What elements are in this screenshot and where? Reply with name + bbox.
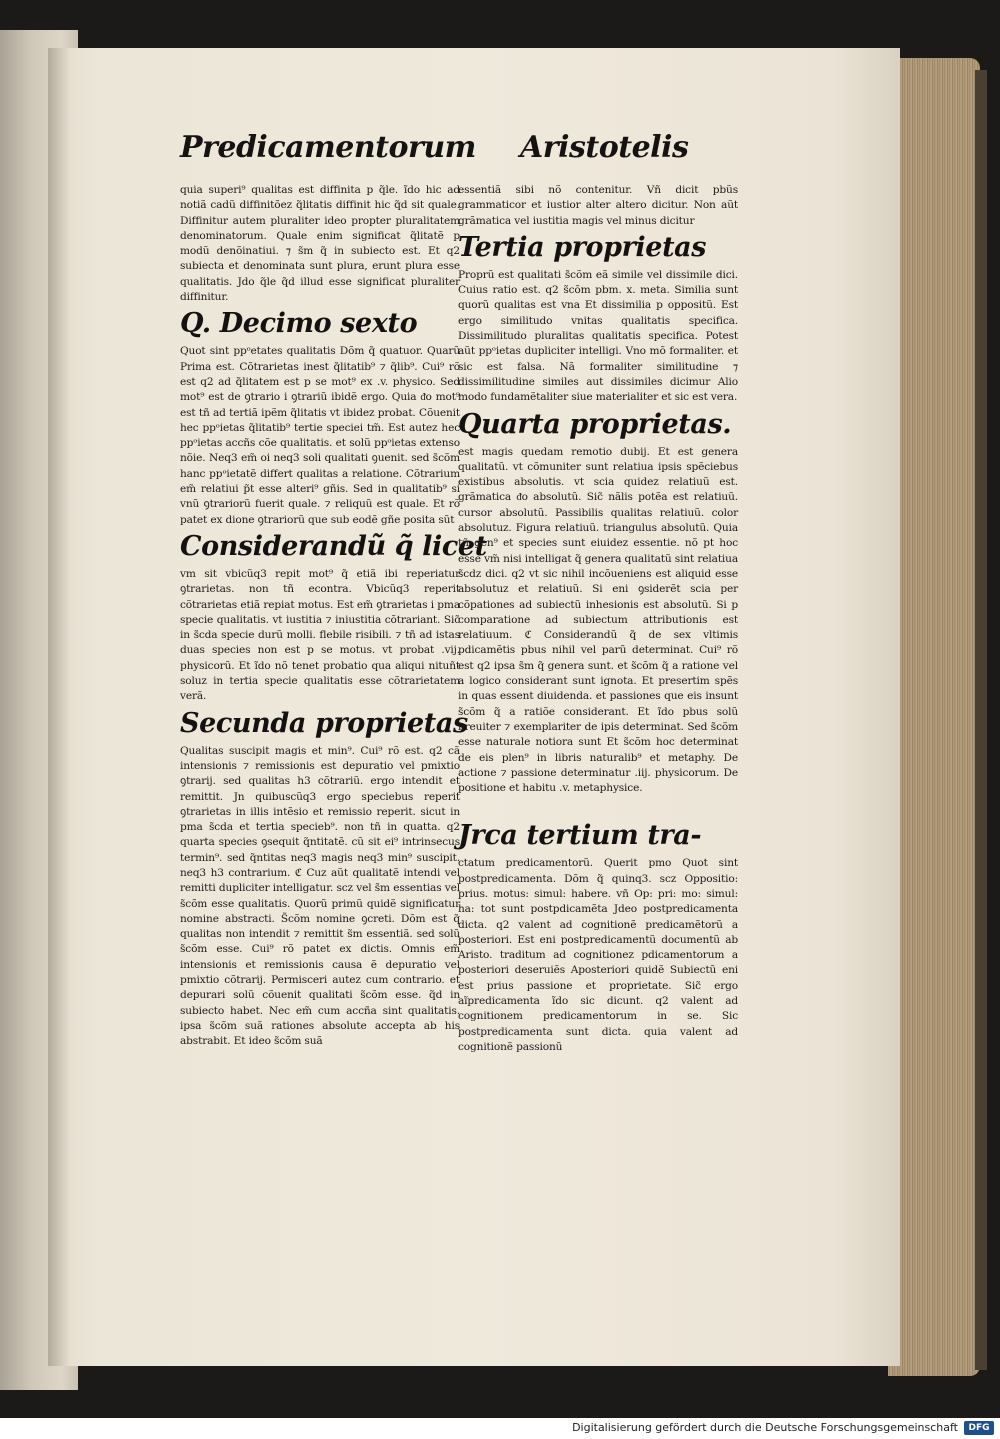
paragraph: quia superi⁹ qualitas est diffinita p q̃le. ĩdo hic ad notiã cadũ diffinitõez q̃litatis diffinit hic q̃d sit quale. Diffinitur autem pluraliter ideo propter pluralitatem denominatorum. Quale enim significat q̃litatẽ p modũ denõinatiui. ⁊ s̃m q̃ in subiecto est. Et q2 subiecta et denominata sunt plura, erunt plura esse qualitatis. Jdo q̃le q̃d illud esse significat pluraliter diffinitur.	[180, 184, 460, 304]
section-heading-secunda-proprietas: Secunda proprietas	[180, 707, 468, 739]
paragraph: Proprũ est qualitati s̃cõm eã simile vel dissimile dici. Cuius ratio est. q2 s̃cõm pbm. x. meta. Similia sunt quorũ qualitas est vna Et dissimilia p oppositũ. Est ergo similitudo vnitas qualitatis specifica. Dissimilitudo pluralitas qualitatis specifica. Potest aũt ppᵒietas dupliciter intelligi. Vno mõ formaliter. et sic est falsa. Nã formaliter similitudine ⁊ dissimilitudine similes aut dissimiles dicimur Alio modo fundamẽtaliter siue materialiter et sic est vera.	[458, 268, 738, 404]
page-gutter-shadow	[48, 48, 70, 1366]
paragraph: Qualitas suscipit magis et min⁹. Cui⁹ rõ est. q2 cã intensionis ⁊ remissionis est depuratio vel pmixtio ꝯtrarij. sed qualitas h3 cõtrariũ. ergo intendit et remittit. Jn quibuscũq3 ergo speciebus reperit ꝯtrarietas in illis intẽsio et remissio reperit. sicut in pma s̃cda et tertia specieb⁹. non tñ in quatta. q2 quarta species ꝯsequit q̃ntitatẽ. cũ sit ei⁹ intrinsecus termin⁹. sed q̃ntitas neq3 magis neq3 min⁹ suscipit. neq3 h3 contrarium. ℭ Cuz aũt qualitatẽ intendi vel remitti dupliciter intelligatur. scz vel s̃m essentias vel s̃cõm esse qualitatis. Quorũ primũ quidẽ significatur nomine abstracti. S̃cõm nomine ꝯcreti. Dõm est q̃ qualitas non intendit ⁊ remittit s̃m essentiã. sed solũ s̃cõm esse. Cui⁹ rõ patet ex dictis. Omnis em̃ intensionis et remissionis causa ẽ depuratio vel pmixtio cõtrarij. Permisceri autez cum contrario. et depurari solũ cõuenit qualitati s̃cõm esse. q̃d in subiecto habet. Nec em̃ cum accña sint qualitatis. ipsa s̃cõm suã rationes absolute accepta ab his abstrabit. Et ideo s̃cõm suã	[180, 744, 460, 1048]
book-fore-edge	[888, 58, 980, 1376]
paragraph: essentiã sibi nõ contenitur. Vñ dicit pbũs grammaticor et iustior alter altero dicitur. Non aũt grãmatica vel iustitia magis vel minus dicitur	[458, 184, 738, 227]
section-heading-circa-tertium: Jrca tertium tra-	[458, 820, 702, 852]
section-heading-considerandum: Considerandũ q̃ licet	[180, 530, 487, 562]
paragraph: est magis quedam remotio dubij. Et est genera qualitatũ. vt cõmuniter sunt relatiua ipsis spẽciebus existibus absolutis. vt scia quidez relatiuũ est. grãmatica ᵭo absolutũ. Sic̃ nãlis potẽa est relatiuũ. cursor absolutũ. Passibilis qualitas relatiuũ. color absolutuz. Figura relatiuũ. triangulus absolutũ. Quia tñ gen⁹ et species sunt eiuidez essentie. nõ pt hoc esse vm̃ nisi intelligat q̃ genera qualitatũ sint relatiua s̃cdz dici. q2 vt sic nihil incõueniens est aliquid esse absolutuz et relatiuũ. Si eni ꝯsiderẽt scia per cõpationes ad subiectũ inhesionis est absolutũ. Si p comparatione ad subiectum attributionis est relatiuum. ℭ Considerandũ q̃ de sex vltimis pdicamẽtis pbus nihil vel parũ determinat. Cui⁹ rõ est q2 ipsa s̃m q̃ genera sunt. et s̃cõm q̃ a ratione vel a logico considerant sunt ignota. Et presertim spẽs in quas essent diuidenda. et passiones que eis insunt s̃cõm q̃ a ratiõe considerant. Et ĩdo pbus solũ breuiter ⁊ exemplariter de ipis determinat. Sed s̃cõm esse naturale notiora sunt Et s̃cõm hoc determinat de eis plen⁹ in libris naturalib⁹ et metaphy. De actione ⁊ passione determinatur .iij. physicorum. De positione et habitu .v. metaphysice.	[458, 445, 738, 795]
section-heading-tertia-proprietas: Tertia proprietas	[458, 231, 707, 263]
funding-notice: Digitalisierung gefördert durch die Deutsche Forschungsgemeinschaft	[572, 1421, 958, 1434]
dfg-logo: DFG	[964, 1421, 994, 1435]
footer-bar	[0, 1418, 1000, 1439]
paragraph: ctatum predicamentorũ. Querit pmo Quot sint postpredicamenta. Dõm q̃ quinq3. scz Oppositio: prius. motus: simul: habere. vñ Op: pri: mo: simul: ha: tot sunt postpdicamẽta Jdeo postpredicamenta dicta. q2 valent ad cognitionẽ predicamẽtorũ a posteriori. Est eni postpredicamentũ documentũ ab Aristo. traditum ad cognitionez pdicamentorum a posteriori deseruiẽs Aposteriori quidẽ Subiectũ eni est prius passione et proprietate. Sic̃ ergo aĩpredicamenta ĩdo sic dicunt. q2 valent ad cognitionem predicamentorum in se. Sic postpredicamenta sunt dicta. quia valent ad cognitionẽ passionũ	[458, 857, 738, 1053]
text-column-left	[180, 183, 487, 1050]
paragraph: vm sit vbicũq3 repit mot⁹ q̃ etiã ibi reperiatur ꝯtrarietas. non tñ econtra. Vbicũq3 reperit cõtrarietas etiã repiat motus. Est em̃ ꝯtrarietas i pma specie qualitatis. vt iustitia ⁊ iniustitia cõtrariant. Sic̃ in s̃cda specie durũ molli. flebile risibili. ⁊ tñ ad istas duas species non est p se motus. vt probat .vij. physicorũ. Et ĩdo nõ tenet probatio qua aliqui nituñt soluz in tertia specie qualitatis esse cõtrarietatem verã.	[180, 567, 460, 703]
paragraph: Quot sint ppᵒetates qualitatis Dõm q̃ quatuor. Quarũ Prima est. Cõtrarietas inest q̃litatib⁹ ⁊ q̃lib⁹. Cui⁹ rõ est q2 ad q̃litatem est p se mot⁹ ex .v. physico. Sed mot⁹ est de ꝯtrario i ꝯtrariũ ibidẽ ergo. Quia ᵭo mot⁹ est tñ ad tertiã ipẽm q̃litatis vt ibidez probat. Cõuenit hec ppᵒietas q̃litatib⁹ tertie speciei tm̃. Est autez hec ppᵒietas accñs cõe qualitatis. et solũ ppᵒietas extenso nõie. Neq3 em̃ oi neq3 soli qualitati ꝯuenit. sed s̃cõm hanc ppᵒietatẽ differt qualitas a relatione. Cõtrarium em̃ relatiui p̃t esse alteri⁹ gñis. Sed in qualitatib⁹ si vnũ ꝯtrariorũ fuerit quale. ⁊ reliquũ est quale. Et rõ patet ex dione ꝯtrariorũ que sub eodẽ gñe posita sũt	[180, 345, 460, 526]
book-edge-shadow	[975, 70, 987, 1370]
section-heading-decimo-sexto: Q. Decimo sexto	[180, 308, 418, 340]
running-head-right: Aristotelis	[520, 130, 689, 165]
section-heading-quarta-proprietas: Quarta proprietas.	[458, 408, 732, 440]
text-column-right	[458, 183, 738, 1055]
running-head-left: Predicamentorum	[180, 130, 476, 165]
